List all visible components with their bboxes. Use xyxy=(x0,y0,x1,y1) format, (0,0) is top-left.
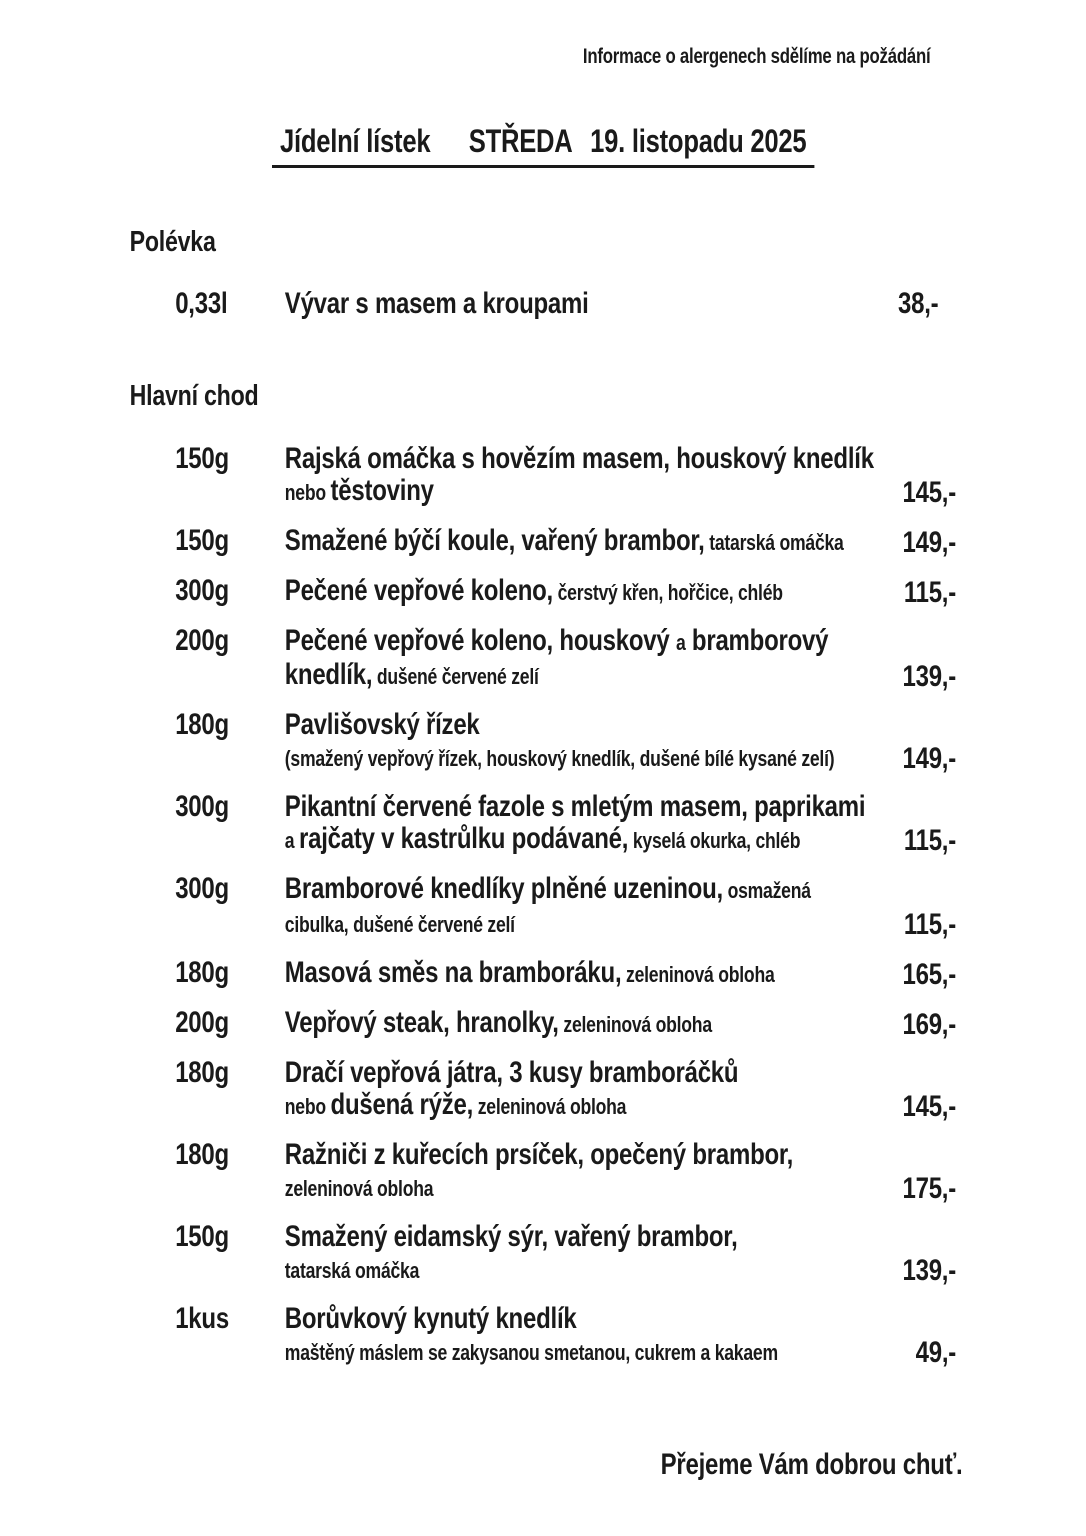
portion-size: 180g xyxy=(175,708,229,741)
title-date: 19. listopadu 2025 xyxy=(590,123,807,159)
menu-item-row xyxy=(175,1057,956,1123)
portion-size: 300g xyxy=(175,574,229,607)
portion-size: 200g xyxy=(175,1006,229,1039)
portion-size: 200g xyxy=(175,624,229,657)
dish-line xyxy=(285,1335,860,1369)
price: 115,- xyxy=(903,576,956,609)
dish-name-segment: rajčaty v kastrůlku podávané, xyxy=(299,822,629,855)
dish-line xyxy=(285,625,860,659)
dish-note-segment: nebo xyxy=(284,1094,331,1119)
dish-line xyxy=(285,1253,860,1287)
dish-note-segment: kyselá okurka, chléb xyxy=(628,828,801,853)
dish-name-segment: Vývar s masem a kroupami xyxy=(284,287,589,320)
dish-note-segment: (smažený vepřový řízek, houskový knedlík, dušené bílé kysané zelí) xyxy=(284,746,835,771)
dish-note-segment: maštěný máslem se zakysanou smetanou, cukrem a kakaem xyxy=(284,1340,778,1365)
dish-name-segment: dušená rýže, xyxy=(330,1088,474,1121)
price: 165,- xyxy=(902,958,956,991)
dish-note-segment: zeleninová obloha xyxy=(473,1094,627,1119)
dish-name-segment: Smažené býčí koule, vařený brambor, xyxy=(284,524,705,557)
portion-size: 180g xyxy=(175,956,229,989)
dish-name xyxy=(285,1057,860,1123)
main-section-heading: Hlavní chod xyxy=(129,380,259,412)
title-weekday: STŘEDA xyxy=(468,123,573,159)
dish-name-segment: těstoviny xyxy=(330,474,434,507)
soup-list xyxy=(0,288,1086,320)
dish-note-segment: dušené červené zelí xyxy=(372,664,539,689)
price: 38,- xyxy=(898,287,939,320)
main-course-list xyxy=(0,443,1086,1369)
dish-name xyxy=(285,873,860,941)
menu-item-row xyxy=(175,1221,956,1287)
dish-line xyxy=(285,475,860,509)
dish-line xyxy=(284,442,874,475)
dish-line xyxy=(285,957,860,991)
soup-section-heading: Polévka xyxy=(129,226,216,258)
dish-name-segment: Pikantní červené fazole s mletým masem, paprikami xyxy=(284,790,866,823)
dish-line xyxy=(285,525,860,559)
dish-name xyxy=(284,790,866,857)
dish-name-segment: Rajská omáčka s hovězím masem, houskový knedlík xyxy=(284,442,874,475)
price: 115,- xyxy=(903,824,956,857)
dish-line xyxy=(285,1221,860,1253)
dish-note-segment: tatarská omáčka xyxy=(284,1258,420,1283)
dish-note-segment: a xyxy=(284,828,299,853)
allergen-note: Informace o alergenech sdělíme na požádání xyxy=(582,45,931,68)
dish-line xyxy=(285,659,860,693)
price: 115,- xyxy=(903,908,956,941)
portion-size: 1kus xyxy=(175,1302,229,1335)
dish-name xyxy=(285,1303,860,1369)
price: 139,- xyxy=(902,1254,956,1287)
menu-item-row xyxy=(175,791,956,857)
dish-line xyxy=(285,907,860,941)
dish-name-segment: Smažený eidamský sýr, vařený brambor, xyxy=(284,1220,738,1253)
menu-item-row xyxy=(175,1007,956,1041)
menu-item-row xyxy=(175,709,956,775)
dish-line xyxy=(285,1089,860,1123)
price: 169,- xyxy=(902,1008,956,1041)
dish-name-segment: Pavlišovský řízek xyxy=(284,708,480,741)
dish-line xyxy=(285,575,860,609)
dish-name xyxy=(285,1007,860,1041)
dish-line xyxy=(285,873,860,907)
menu-item-row xyxy=(175,1139,956,1205)
dish-name-segment: Dračí vepřová játra, 3 kusy bramboráčků xyxy=(284,1056,739,1089)
dish-name-segment: knedlík, xyxy=(284,658,373,691)
menu-item-row xyxy=(175,443,956,509)
dish-line xyxy=(285,1303,860,1335)
dish-name xyxy=(285,288,860,320)
menu-item-row xyxy=(175,525,956,559)
dish-line xyxy=(285,1007,860,1041)
dish-note-segment: čerstvý křen, hořčice, chléb xyxy=(552,580,783,605)
dish-note-segment: osmažená xyxy=(722,878,811,903)
dish-name-segment: Ražniči z kuřecích prsíček, opečený brambor, xyxy=(284,1138,794,1171)
price: 139,- xyxy=(902,660,956,693)
dish-name-segment: Borůvkový kynutý knedlík xyxy=(284,1302,577,1335)
page-title-underline xyxy=(272,123,814,168)
price: 149,- xyxy=(902,742,956,775)
dish-name xyxy=(285,575,860,609)
dish-note-segment: nebo xyxy=(284,480,331,505)
dish-name xyxy=(285,1221,860,1287)
portion-size: 150g xyxy=(175,1220,229,1253)
dish-line xyxy=(285,741,860,775)
title-menu-label: Jídelní lístek xyxy=(280,123,431,159)
dish-name xyxy=(284,442,874,509)
portion-size: 300g xyxy=(175,872,229,905)
menu-item-row xyxy=(175,288,956,320)
menu-item-row xyxy=(175,575,956,609)
menu-item-row xyxy=(175,1303,956,1369)
menu-item-row xyxy=(175,957,956,991)
portion-size: 180g xyxy=(175,1138,229,1171)
dish-name xyxy=(285,525,860,559)
page-title xyxy=(0,123,1086,168)
dish-line xyxy=(285,1171,860,1205)
price: 175,- xyxy=(902,1172,956,1205)
dish-name xyxy=(285,709,860,775)
portion-size: 150g xyxy=(175,442,229,475)
dish-line xyxy=(285,1057,860,1089)
dish-name-segment: bramborový xyxy=(685,624,829,657)
dish-note-segment: zeleninová obloha xyxy=(621,962,775,987)
portion-size: 150g xyxy=(175,524,229,557)
dish-note-segment: cibulka, dušené červené zelí xyxy=(284,912,515,937)
dish-name xyxy=(285,1139,860,1205)
menu-item-row xyxy=(175,625,956,693)
dish-name-segment: Bramborové knedlíky plněné uzeninou, xyxy=(284,872,723,905)
dish-line xyxy=(285,1139,860,1171)
dish-note-segment: zeleninová obloha xyxy=(558,1012,712,1037)
dish-note-segment: zeleninová obloha xyxy=(284,1176,434,1201)
price: 145,- xyxy=(902,1090,956,1123)
dish-line xyxy=(284,790,866,823)
portion-size: 300g xyxy=(175,790,229,823)
dish-name-segment: Masová směs na bramboráku, xyxy=(284,956,622,989)
dish-note-segment: a xyxy=(675,630,686,655)
price: 149,- xyxy=(902,526,956,559)
dish-name xyxy=(285,957,860,991)
price: 49,- xyxy=(915,1336,956,1369)
dish-name-segment: Vepřový steak, hranolky, xyxy=(284,1006,559,1039)
dish-name-segment: Pečené vepřové koleno, houskový xyxy=(284,624,676,657)
price: 145,- xyxy=(902,476,956,509)
menu-item-row xyxy=(175,873,956,941)
dish-line xyxy=(285,709,860,741)
dish-name-segment: Pečené vepřové koleno, xyxy=(284,574,553,607)
portion-size: 180g xyxy=(175,1056,229,1089)
dish-note-segment: tatarská omáčka xyxy=(704,530,844,555)
dish-line xyxy=(285,823,860,857)
dish-line xyxy=(285,288,860,320)
portion-size: 0,33l xyxy=(175,287,228,320)
dish-name xyxy=(285,625,860,693)
footer-message: Přejeme Vám dobrou chuť. xyxy=(660,1448,963,1481)
